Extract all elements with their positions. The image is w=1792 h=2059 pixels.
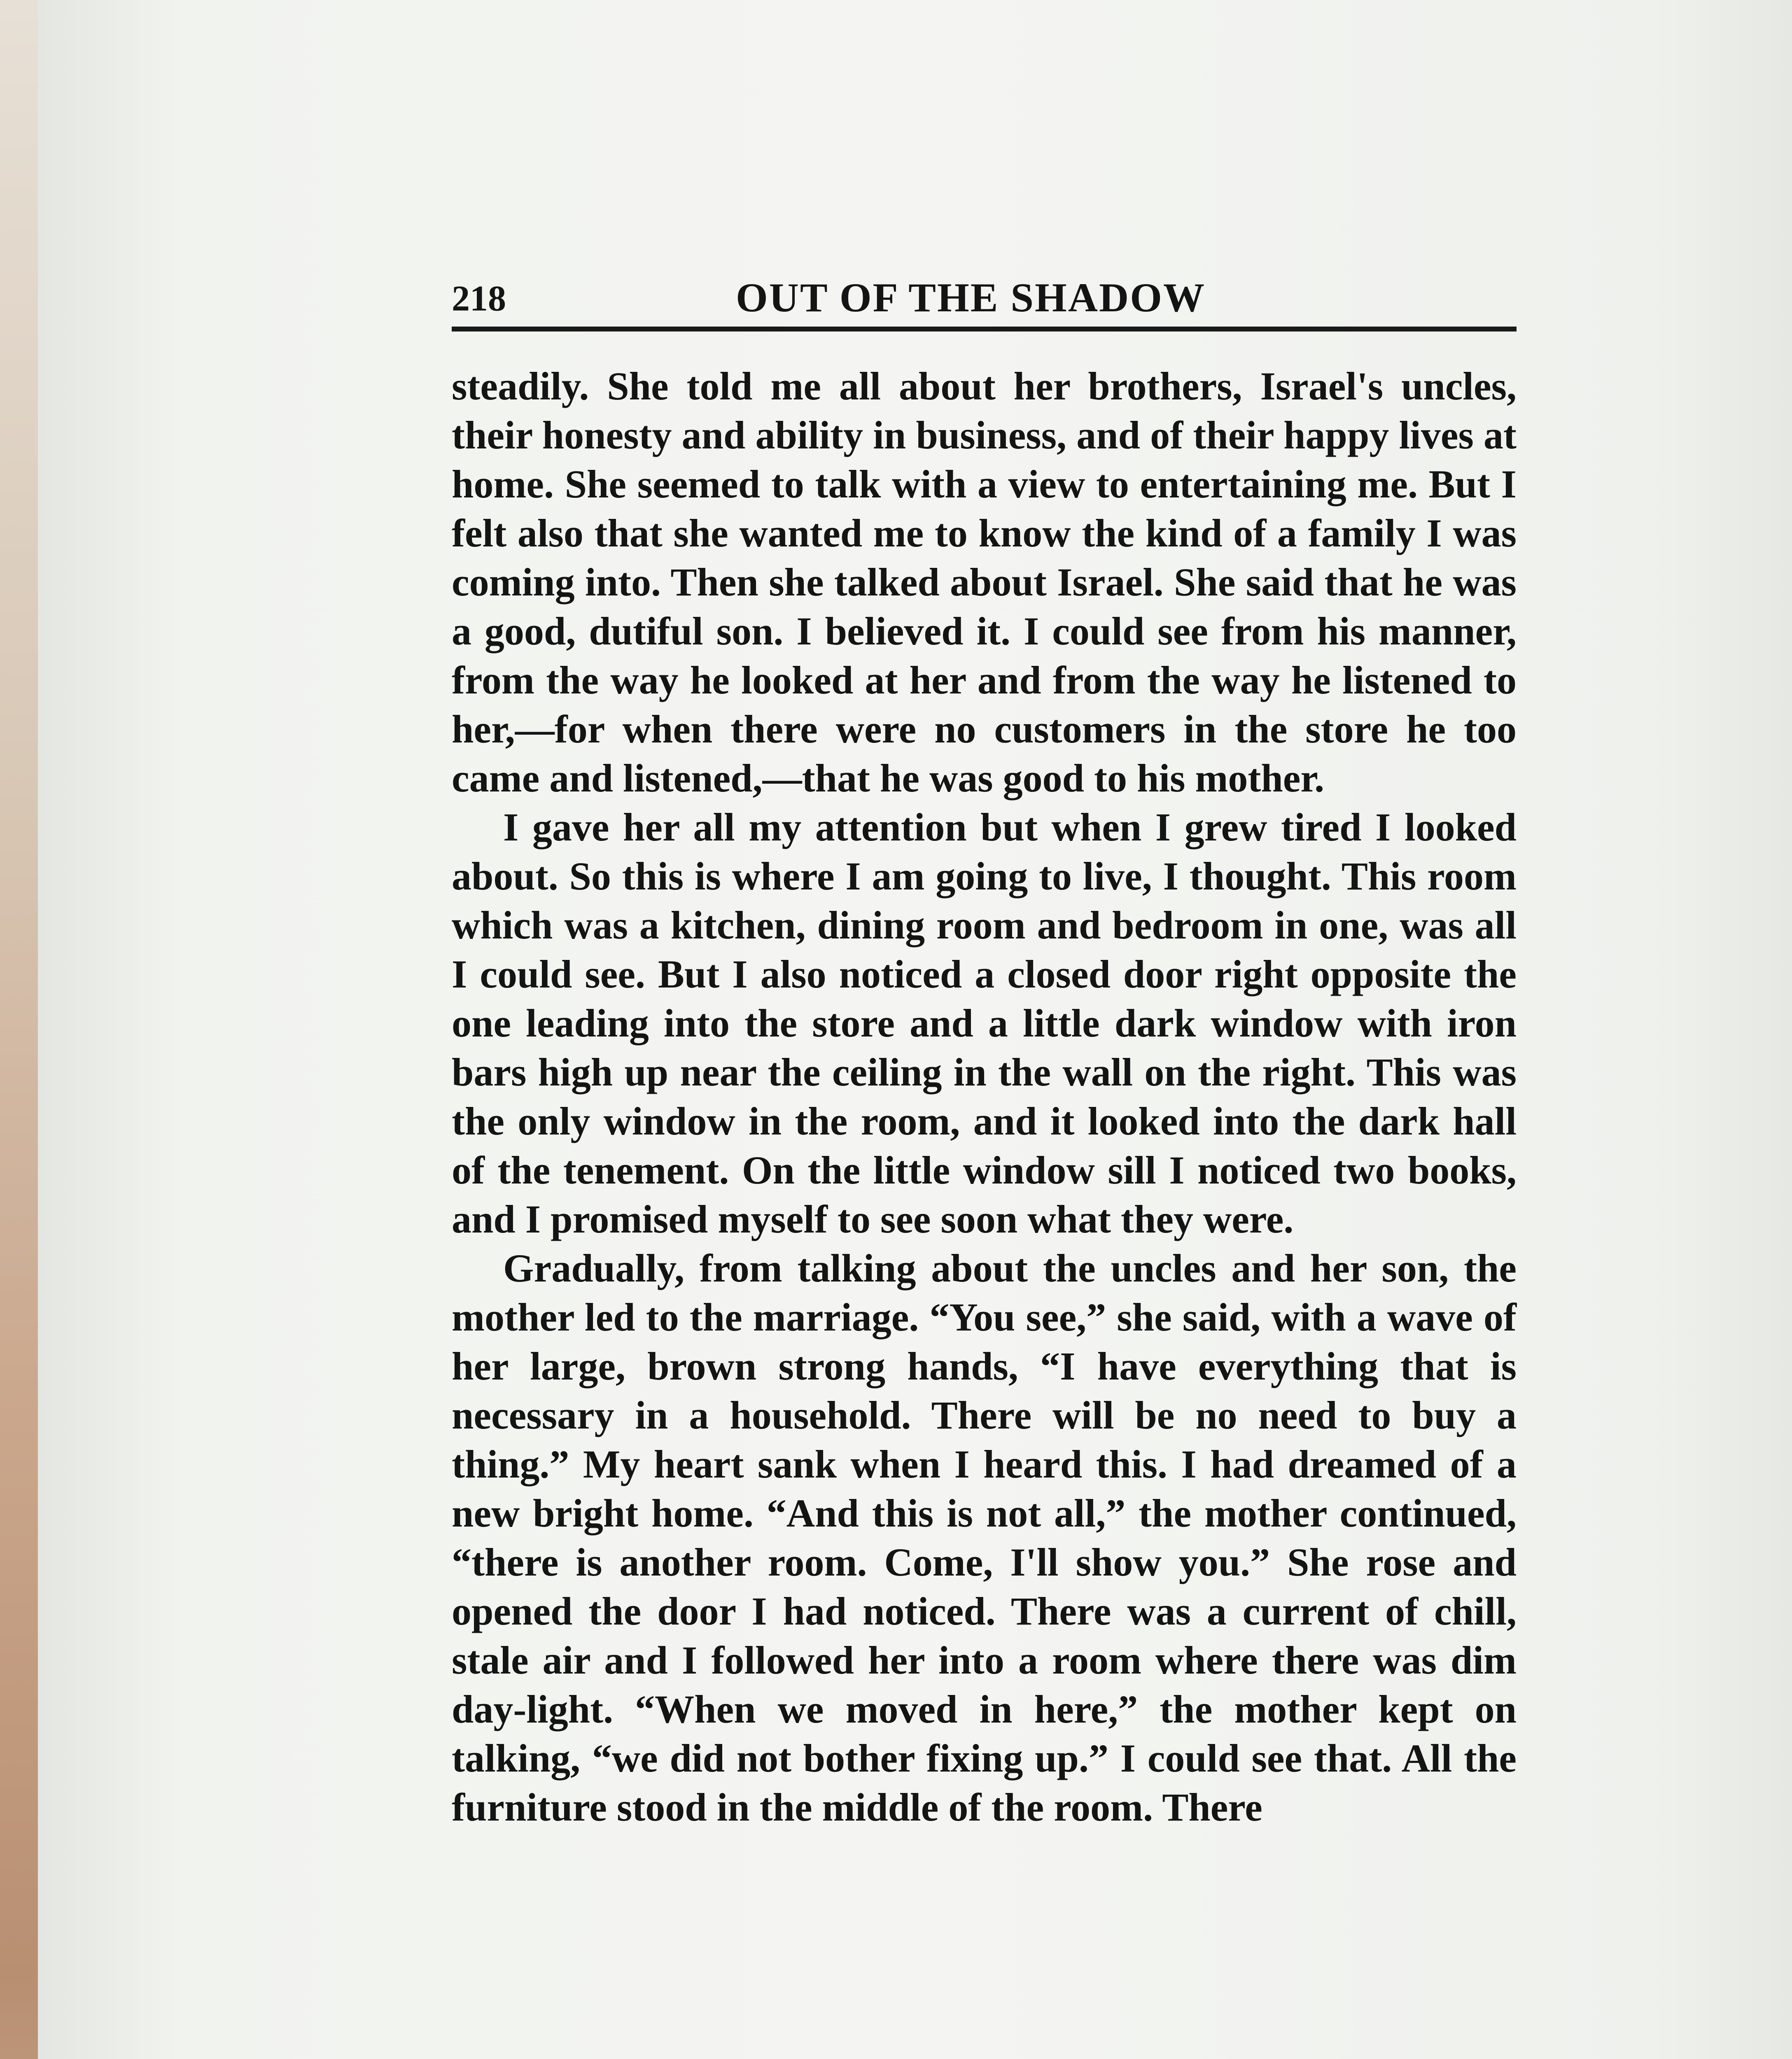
header-rule: [452, 327, 1517, 331]
adjacent-page-edge: [0, 0, 38, 2059]
running-title: OUT OF THE SHADOW: [736, 275, 1206, 320]
body-text: [452, 362, 1517, 1832]
paragraph-3: Gradually, from talking about the uncles and her son, the mother led to the marriage. “You see,” she said, with a wave of her large, brown strong hands, “I have everything that is necessary in a household. There will be no need to buy a thing.” My heart sank when I heard this. I had dreamed of a new bright home. “And this is not all,” the mother continued, “there is another room. Come, I'll show you.” She rose and opened the door I had noticed. There was a current of chill, stale air and I followed her into a room where there was dim day-light. “When we moved in here,” the mother kept on talking, “we did not bother fixing up.” I could see that. All the furniture stood in the middle of the room. There: [452, 1246, 1517, 1829]
paragraph-2: I gave her all my attention but when I grew tired I looked about. So this is where I am going to live, I thought. This room which was a kitchen, dining room and bedroom in one, was all I could see. But I also noticed a closed door right opposite the one leading into the store and a little dark window with iron bars high up near the ceiling in the wall on the right. This was the only window in the room, and it looked into the dark hall of the tenement. On the little window sill I noticed two books, and I promised myself to see soon what they were.: [452, 805, 1517, 1241]
paragraph-1: steadily. She told me all about her brothers, Israel's uncles, their honesty and ability in business, and of their happy lives at home. She seemed to talk with a view to entertaining me. But I felt also that she wanted me to know the kind of a family I was coming into. Then she talked about Israel. She said that he was a good, dutiful son. I believed it. I could see from his manner, from the way he looked at her and from the way he listened to her,—for when there were no customers in the store he too came and listened,—that he was good to his mother.: [452, 364, 1517, 800]
page-number: 218: [452, 279, 506, 319]
page-header: [452, 270, 1517, 340]
